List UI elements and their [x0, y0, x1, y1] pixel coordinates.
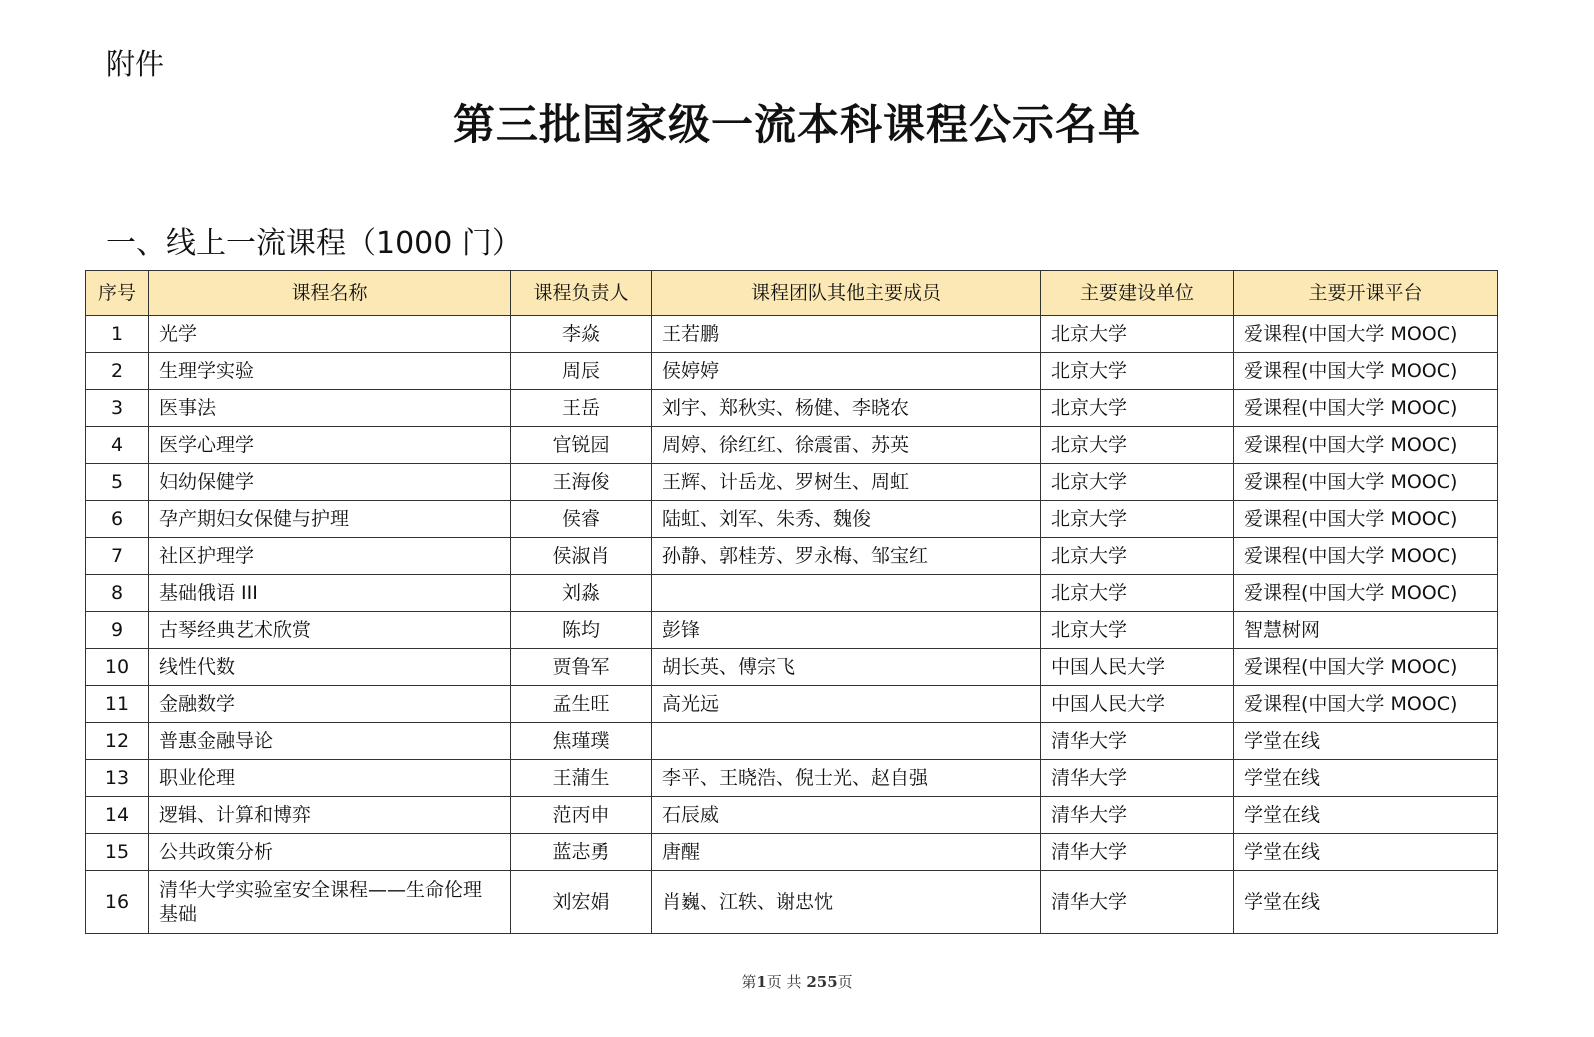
cell-team-members: 侯婷婷	[652, 353, 1041, 390]
cell-index: 10	[86, 649, 149, 686]
cell-index: 4	[86, 427, 149, 464]
cell-platform: 学堂在线	[1234, 760, 1498, 797]
cell-team-members: 胡长英、傅宗飞	[652, 649, 1041, 686]
cell-index: 14	[86, 797, 149, 834]
cell-platform: 爱课程(中国大学 MOOC)	[1234, 501, 1498, 538]
cell-course-name: 线性代数	[149, 649, 511, 686]
header-index: 序号	[86, 271, 149, 316]
cell-index: 2	[86, 353, 149, 390]
cell-course-name: 清华大学实验室安全课程——生命伦理基础	[149, 871, 511, 934]
cell-institution: 北京大学	[1041, 538, 1234, 575]
cell-index: 3	[86, 390, 149, 427]
table-row	[86, 538, 1498, 575]
cell-index: 16	[86, 871, 149, 934]
cell-course-lead: 刘淼	[511, 575, 652, 612]
cell-platform: 学堂在线	[1234, 834, 1498, 871]
cell-team-members: 彭锋	[652, 612, 1041, 649]
cell-course-name: 医学心理学	[149, 427, 511, 464]
cell-index: 13	[86, 760, 149, 797]
cell-index: 1	[86, 316, 149, 353]
page-footer	[0, 971, 1594, 992]
cell-course-lead: 蓝志勇	[511, 834, 652, 871]
cell-team-members: 高光远	[652, 686, 1041, 723]
cell-course-lead: 范丙申	[511, 797, 652, 834]
section-heading: 一、线上一流课程（1000 门）	[106, 226, 522, 261]
cell-platform: 爱课程(中国大学 MOOC)	[1234, 427, 1498, 464]
cell-institution: 中国人民大学	[1041, 649, 1234, 686]
cell-course-name: 公共政策分析	[149, 834, 511, 871]
table-body	[86, 316, 1498, 934]
cell-platform: 爱课程(中国大学 MOOC)	[1234, 538, 1498, 575]
table-row	[86, 871, 1498, 934]
header-institution: 主要建设单位	[1041, 271, 1234, 316]
cell-team-members: 王辉、计岳龙、罗树生、周虹	[652, 464, 1041, 501]
cell-institution: 北京大学	[1041, 390, 1234, 427]
cell-course-name: 古琴经典艺术欣赏	[149, 612, 511, 649]
cell-course-name: 社区护理学	[149, 538, 511, 575]
cell-platform: 爱课程(中国大学 MOOC)	[1234, 464, 1498, 501]
cell-team-members	[652, 723, 1041, 760]
footer-mid: 页 共	[766, 973, 802, 991]
cell-institution: 清华大学	[1041, 797, 1234, 834]
cell-institution: 清华大学	[1041, 723, 1234, 760]
header-platform: 主要开课平台	[1234, 271, 1498, 316]
table-row	[86, 501, 1498, 538]
table-row	[86, 797, 1498, 834]
footer-prefix: 第	[741, 973, 757, 991]
table-row	[86, 649, 1498, 686]
cell-team-members: 周婷、徐红红、徐震雷、苏英	[652, 427, 1041, 464]
table-row	[86, 427, 1498, 464]
table-row	[86, 316, 1498, 353]
cell-index: 7	[86, 538, 149, 575]
cell-platform: 爱课程(中国大学 MOOC)	[1234, 353, 1498, 390]
cell-course-name: 金融数学	[149, 686, 511, 723]
cell-course-name: 职业伦理	[149, 760, 511, 797]
cell-course-lead: 王岳	[511, 390, 652, 427]
cell-course-name: 生理学实验	[149, 353, 511, 390]
cell-course-lead: 孟生旺	[511, 686, 652, 723]
header-course-name: 课程名称	[149, 271, 511, 316]
cell-course-name: 基础俄语 III	[149, 575, 511, 612]
cell-course-lead: 王海俊	[511, 464, 652, 501]
cell-team-members: 孙静、郭桂芳、罗永梅、邹宝红	[652, 538, 1041, 575]
attachment-label: 附件	[106, 47, 165, 81]
cell-course-lead: 周辰	[511, 353, 652, 390]
cell-institution: 北京大学	[1041, 316, 1234, 353]
table-row	[86, 390, 1498, 427]
table-row	[86, 760, 1498, 797]
cell-course-lead: 侯睿	[511, 501, 652, 538]
cell-team-members: 李平、王晓浩、倪士光、赵自强	[652, 760, 1041, 797]
course-table	[85, 270, 1498, 934]
cell-team-members: 石辰威	[652, 797, 1041, 834]
cell-platform: 爱课程(中国大学 MOOC)	[1234, 390, 1498, 427]
table-row	[86, 353, 1498, 390]
cell-index: 8	[86, 575, 149, 612]
cell-course-name: 孕产期妇女保健与护理	[149, 501, 511, 538]
document-title: 第三批国家级一流本科课程公示名单	[452, 100, 1141, 149]
cell-platform: 学堂在线	[1234, 723, 1498, 760]
cell-index: 9	[86, 612, 149, 649]
cell-team-members: 王若鹏	[652, 316, 1041, 353]
cell-course-name: 医事法	[149, 390, 511, 427]
cell-institution: 北京大学	[1041, 427, 1234, 464]
table-row	[86, 686, 1498, 723]
cell-platform: 爱课程(中国大学 MOOC)	[1234, 316, 1498, 353]
cell-platform: 爱课程(中国大学 MOOC)	[1234, 686, 1498, 723]
cell-institution: 中国人民大学	[1041, 686, 1234, 723]
cell-institution: 清华大学	[1041, 760, 1234, 797]
cell-course-name: 光学	[149, 316, 511, 353]
cell-team-members: 刘宇、郑秋实、杨健、李晓农	[652, 390, 1041, 427]
cell-course-lead: 李焱	[511, 316, 652, 353]
header-course-lead: 课程负责人	[511, 271, 652, 316]
cell-index: 12	[86, 723, 149, 760]
cell-team-members: 唐醒	[652, 834, 1041, 871]
cell-course-lead: 王蒲生	[511, 760, 652, 797]
cell-platform: 学堂在线	[1234, 797, 1498, 834]
cell-index: 11	[86, 686, 149, 723]
footer-page-number: 1	[756, 973, 767, 991]
cell-team-members	[652, 575, 1041, 612]
table-row	[86, 723, 1498, 760]
cell-course-lead: 刘宏娟	[511, 871, 652, 934]
footer-total-pages: 255	[806, 973, 838, 991]
cell-platform: 学堂在线	[1234, 871, 1498, 934]
cell-index: 5	[86, 464, 149, 501]
cell-institution: 北京大学	[1041, 464, 1234, 501]
cell-institution: 北京大学	[1041, 612, 1234, 649]
table-row	[86, 464, 1498, 501]
cell-index: 6	[86, 501, 149, 538]
cell-course-lead: 官锐园	[511, 427, 652, 464]
cell-institution: 清华大学	[1041, 871, 1234, 934]
cell-institution: 北京大学	[1041, 575, 1234, 612]
cell-institution: 北京大学	[1041, 353, 1234, 390]
cell-course-name: 逻辑、计算和博弈	[149, 797, 511, 834]
footer-suffix: 页	[837, 973, 853, 991]
cell-platform: 爱课程(中国大学 MOOC)	[1234, 575, 1498, 612]
cell-course-name: 妇幼保健学	[149, 464, 511, 501]
cell-course-lead: 侯淑肖	[511, 538, 652, 575]
header-team-members: 课程团队其他主要成员	[652, 271, 1041, 316]
table-header-row	[86, 271, 1498, 316]
table-row	[86, 834, 1498, 871]
cell-platform: 智慧树网	[1234, 612, 1498, 649]
cell-platform: 爱课程(中国大学 MOOC)	[1234, 649, 1498, 686]
cell-index: 15	[86, 834, 149, 871]
cell-institution: 北京大学	[1041, 501, 1234, 538]
cell-course-lead: 贾鲁军	[511, 649, 652, 686]
cell-course-name: 普惠金融导论	[149, 723, 511, 760]
cell-course-lead: 陈均	[511, 612, 652, 649]
cell-team-members: 陆虹、刘军、朱秀、魏俊	[652, 501, 1041, 538]
cell-course-lead: 焦瑾璞	[511, 723, 652, 760]
table-row	[86, 575, 1498, 612]
cell-team-members: 肖巍、江轶、谢忠忱	[652, 871, 1041, 934]
table-row	[86, 612, 1498, 649]
cell-institution: 清华大学	[1041, 834, 1234, 871]
